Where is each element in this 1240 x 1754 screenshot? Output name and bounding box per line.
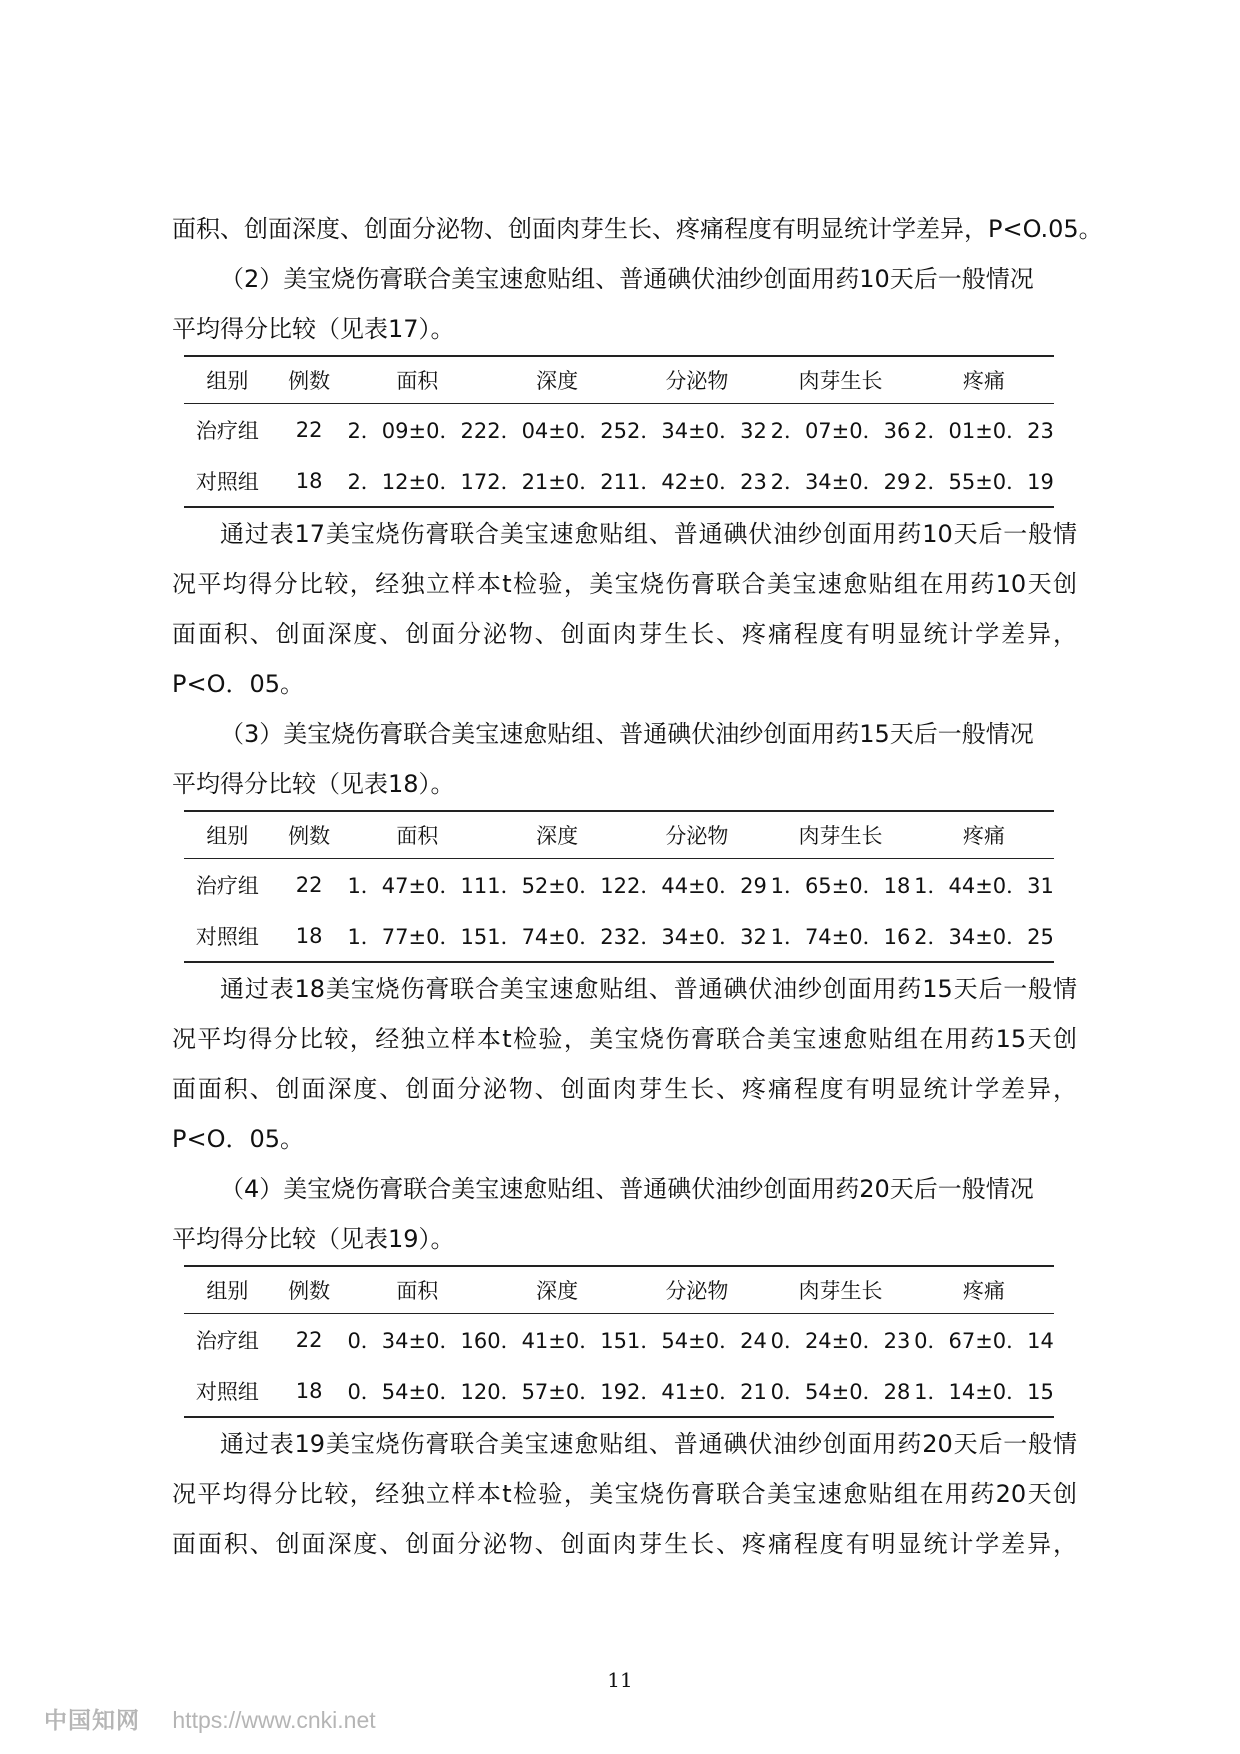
table-cell: 0．67±0．14 xyxy=(914,1328,1054,1353)
table-cell: 18 xyxy=(295,468,323,493)
table-19 xyxy=(184,1265,1054,1418)
col-header-group: 组别 xyxy=(184,811,271,859)
table-cell: 0．24±0．23 xyxy=(770,1328,911,1353)
table-header-row xyxy=(184,811,1054,859)
paragraph-line: 况平均得分比较，经独立样本t检验，美宝烧伤膏联合美宝速愈贴组在用药20天创 xyxy=(172,1480,1077,1508)
table-cell: 22 xyxy=(295,417,323,442)
col-header-area: 面积 xyxy=(347,1266,487,1314)
table-cell: 1．54±0．24 xyxy=(627,1328,767,1353)
table-cell: 2．21±0．21 xyxy=(487,469,627,494)
paragraph-line: 面积、创面深度、创面分泌物、创面肉芽生长、疼痛程度有明显统计学差异，P<O.05。 xyxy=(172,215,1103,243)
col-header-granulation: 肉芽生长 xyxy=(767,811,914,859)
section-heading-line: （4）美宝烧伤膏联合美宝速愈贴组、普通碘伏油纱创面用药20天后一般情况 xyxy=(220,1175,1034,1203)
table-cell: 1．65±0．18 xyxy=(770,873,911,898)
section-heading-line: 平均得分比较（见表17）。 xyxy=(172,315,455,343)
table-header-row xyxy=(184,1266,1054,1314)
col-header-granulation: 肉芽生长 xyxy=(767,356,914,404)
table-cell: 对照组 xyxy=(195,1379,259,1404)
cnki-logo: 中国知网 xyxy=(44,1707,140,1733)
table-cell: 22 xyxy=(295,872,323,897)
section-heading-line: 平均得分比较（见表18）。 xyxy=(172,770,455,798)
paragraph-line: 面面积、创面深度、创面分泌物、创面肉芽生长、疼痛程度有明显统计学差异， xyxy=(172,620,1077,648)
table-cell: 0．41±0．15 xyxy=(487,1328,627,1353)
col-header-granulation: 肉芽生长 xyxy=(767,1266,914,1314)
table-cell: 22 xyxy=(295,1327,323,1352)
table-row xyxy=(184,910,1054,962)
paragraph-line: 况平均得分比较，经独立样本t检验，美宝烧伤膏联合美宝速愈贴组在用药10天创 xyxy=(172,570,1077,598)
col-header-pain: 疼痛 xyxy=(914,356,1054,404)
paragraph-line: 通过表17美宝烧伤膏联合美宝速愈贴组、普通碘伏油纱创面用药10天后一般情 xyxy=(220,520,1077,548)
table-cell: 治疗组 xyxy=(195,1328,259,1353)
table-cell: 0．54±0．12 xyxy=(347,1379,488,1404)
table-cell: 18 xyxy=(295,923,323,948)
col-header-secretion: 分泌物 xyxy=(627,811,767,859)
table-cell: 0．57±0．19 xyxy=(487,1379,627,1404)
table-row xyxy=(184,1365,1054,1417)
table-cell: 2．34±0．25 xyxy=(914,924,1054,949)
table-cell: 0．34±0．16 xyxy=(347,1328,488,1353)
table-cell: 2．09±0．22 xyxy=(347,418,488,443)
table-cell: 1．77±0．15 xyxy=(347,924,488,949)
col-header-count: 例数 xyxy=(271,811,348,859)
table-cell: 1．74±0．16 xyxy=(770,924,911,949)
table-cell: 治疗组 xyxy=(195,873,259,898)
col-header-depth: 深度 xyxy=(487,811,627,859)
table-cell: 对照组 xyxy=(195,469,259,494)
watermark-footer xyxy=(44,1702,376,1735)
paragraph-line: 面面积、创面深度、创面分泌物、创面肉芽生长、疼痛程度有明显统计学差异， xyxy=(172,1075,1077,1103)
col-header-depth: 深度 xyxy=(487,356,627,404)
col-header-group: 组别 xyxy=(184,1266,271,1314)
col-header-pain: 疼痛 xyxy=(914,811,1054,859)
paragraph-line: 面面积、创面深度、创面分泌物、创面肉芽生长、疼痛程度有明显统计学差异， xyxy=(172,1530,1077,1558)
table-cell: 1．47±0．11 xyxy=(347,873,488,898)
table-cell: 2．34±0．29 xyxy=(770,469,911,494)
table-cell: 2．01±0．23 xyxy=(914,418,1054,443)
table-cell: 1．74±0．23 xyxy=(487,924,627,949)
col-header-area: 面积 xyxy=(347,356,487,404)
cnki-url: https://www.cnki.net xyxy=(172,1707,376,1733)
table-row xyxy=(184,404,1054,456)
table-cell: 治疗组 xyxy=(195,418,259,443)
section-heading-line: 平均得分比较（见表19）。 xyxy=(172,1225,455,1253)
table-cell: 1．14±0．15 xyxy=(914,1379,1054,1404)
table-cell: 1．42±0．23 xyxy=(627,469,767,494)
table-18 xyxy=(184,810,1054,963)
section-heading-line: （2）美宝烧伤膏联合美宝速愈贴组、普通碘伏油纱创面用药10天后一般情况 xyxy=(220,265,1034,293)
col-header-count: 例数 xyxy=(271,356,348,404)
table-cell: 0．54±0．28 xyxy=(770,1379,911,1404)
table-cell: 18 xyxy=(295,1378,323,1403)
paragraph-line: 通过表18美宝烧伤膏联合美宝速愈贴组、普通碘伏油纱创面用药15天后一般情 xyxy=(220,975,1077,1003)
table-cell: 2．34±0．32 xyxy=(627,418,767,443)
table-cell: 2．41±0．21 xyxy=(627,1379,767,1404)
table-header-row xyxy=(184,356,1054,404)
page-content xyxy=(172,204,1103,1569)
col-header-group: 组别 xyxy=(184,356,271,404)
table-cell: 1．44±0．31 xyxy=(914,873,1054,898)
section-heading-line: （3）美宝烧伤膏联合美宝速愈贴组、普通碘伏油纱创面用药15天后一般情况 xyxy=(220,720,1034,748)
table-17 xyxy=(184,355,1054,508)
paragraph-line: P<O．05。 xyxy=(172,670,305,698)
table-cell: 对照组 xyxy=(195,924,259,949)
col-header-secretion: 分泌物 xyxy=(627,356,767,404)
col-header-pain: 疼痛 xyxy=(914,1266,1054,1314)
col-header-area: 面积 xyxy=(347,811,487,859)
table-cell: 2．04±0．25 xyxy=(487,418,627,443)
table-cell: 2．44±0．29 xyxy=(627,873,767,898)
table-row xyxy=(184,1314,1054,1366)
table-row xyxy=(184,859,1054,911)
table-cell: 1．52±0．12 xyxy=(487,873,627,898)
table-cell: 2．12±0．17 xyxy=(347,469,488,494)
paragraph-line: 通过表19美宝烧伤膏联合美宝速愈贴组、普通碘伏油纱创面用药20天后一般情 xyxy=(220,1430,1077,1458)
col-header-secretion: 分泌物 xyxy=(627,1266,767,1314)
paragraph-line: 况平均得分比较，经独立样本t检验，美宝烧伤膏联合美宝速愈贴组在用药15天创 xyxy=(172,1025,1077,1053)
table-cell: 2．55±0．19 xyxy=(914,469,1054,494)
paragraph-line: P<O．05。 xyxy=(172,1125,305,1153)
table-cell: 2．34±0．32 xyxy=(627,924,767,949)
col-header-count: 例数 xyxy=(271,1266,348,1314)
page-number: 11 xyxy=(607,1668,633,1692)
table-cell: 2．07±0．36 xyxy=(770,418,911,443)
col-header-depth: 深度 xyxy=(487,1266,627,1314)
table-row xyxy=(184,455,1054,507)
